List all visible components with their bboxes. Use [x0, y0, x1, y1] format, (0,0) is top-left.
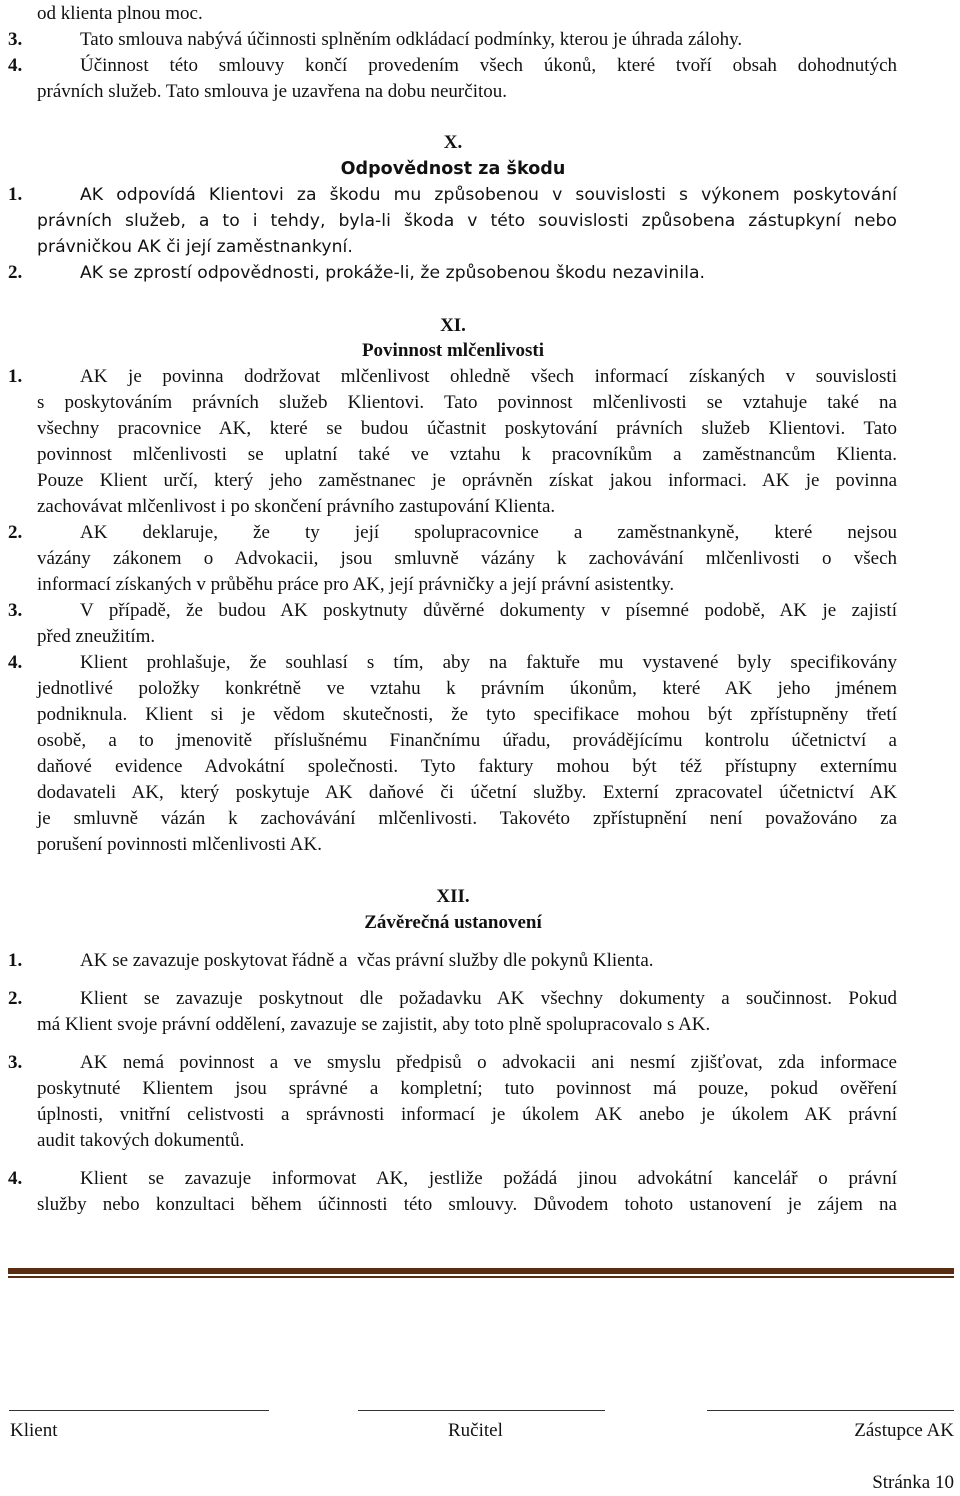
section-10-item-1-line: právničkou AK či její zaměstnankyní.	[37, 237, 353, 257]
section-11-item-1-line: zachovávat mlčenlivost i po skončení právního zastupování Klienta.	[37, 496, 556, 517]
page-number: Stránka 10	[872, 1472, 954, 1493]
section-11-item-1-line: všechny pracovnice AK, které se budou účastnit poskytování právních služeb Klientovi. Tato	[37, 418, 897, 439]
section-11-item-4-line: daňové evidence Advokátní společnosti. Tyto faktury mohou být též přístupny externímu	[37, 756, 897, 777]
signature-label-client: Klient	[10, 1420, 58, 1441]
section-11-item-4-line: dodavateli AK, který poskytuje AK daňové či účetní služby. Externí zpracovatel účetnictví AK	[37, 782, 897, 803]
section-11-item-3-number: 3.	[8, 600, 23, 621]
section-12-item-2-text: Klient se zavazuje poskytnout dle požadavku AK všechny dokumenty a součinnost. Pokud	[80, 988, 897, 1009]
section-11-item-2-line: informací získaných v průběhu práce pro AK, její právničky a její právní asistentky.	[37, 574, 675, 595]
section-11-item-2-text: AK deklaruje, že ty její spolupracovnice a zaměstnankyně, které nejsou	[80, 522, 897, 543]
section-11-item-1-line: Pouze Klient určí, který jeho zaměstnanec je oprávněn získat jakou informaci. AK je povinna	[37, 470, 897, 491]
section-11-item-4-line: je smluvně vázán k zachovávání mlčenlivosti. Takovéto zpřístupnění není považováno za	[37, 808, 897, 829]
intro-item-4-number: 4.	[8, 55, 23, 76]
section-12-item-4-line: služby nebo konzultaci během účinnosti této smlouvy. Důvodem tohoto ustanovení je zájem na	[37, 1194, 897, 1215]
section-11-number: XI.	[440, 315, 466, 336]
section-11-item-4-text: Klient prohlašuje, že souhlasí s tím, aby na faktuře mu vystavené byly specifikovány	[80, 652, 897, 673]
footer-divider	[8, 1268, 954, 1274]
section-12-item-3-line: poskytnuté Klientem jsou správné a kompletní; tuto povinnost má pouze, pokud ověření	[37, 1078, 897, 1099]
section-10-title: Odpovědnost za škodu	[340, 159, 566, 179]
section-11-item-1-line: s poskytováním právních služeb Klientovi. Tato povinnost mlčenlivosti se vztahuje také na	[37, 392, 897, 413]
section-11-item-1-line: povinnost mlčenlivosti se uplatní také ve vztahu k pracovníkům a zaměstnancům Klienta.	[37, 444, 897, 465]
section-11-item-4-line: podniknula. Klient si je vědom skutečnosti, že tyto specifikace mohou být zpřístupněny třetí	[37, 704, 897, 725]
section-11-title: Povinnost mlčenlivosti	[361, 340, 545, 361]
signature-line-client	[9, 1410, 269, 1411]
section-12-item-4-number: 4.	[8, 1168, 23, 1189]
signature-label-agent: Zástupce AK	[854, 1420, 954, 1441]
signature-line-guarantor	[358, 1410, 605, 1411]
section-11-item-2-number: 2.	[8, 522, 23, 543]
section-10-item-1-text: AK odpovídá Klientovi za škodu mu způsobenou v souvislosti s výkonem poskytování	[80, 185, 897, 205]
section-11-item-1-text: AK je povinna dodržovat mlčenlivost ohledně všech informací získaných v souvislosti	[80, 366, 897, 387]
section-11-item-1-number: 1.	[8, 366, 23, 387]
section-11-item-3-line: před zneužitím.	[37, 626, 156, 647]
intro-item-4-text: Účinnost této smlouvy končí provedením všech úkonů, které tvoří obsah dohodnutých	[80, 55, 897, 76]
section-12-item-1-number: 1.	[8, 950, 23, 971]
section-12-item-3-number: 3.	[8, 1052, 23, 1073]
section-10-item-1-line: právních služeb, a to i tehdy, byla-li škoda v této souvislosti způsobena zástupkyní nebo	[37, 211, 897, 231]
section-10-item-1-number: 1.	[8, 184, 23, 205]
section-11-item-4-line: osobě, a to jmenovitě příslušnému Finančnímu úřadu, provádějícímu kontrolu účetnictví a	[37, 730, 897, 751]
section-10-item-2-number: 2.	[8, 262, 23, 283]
intro-line: od klienta plnou moc.	[37, 3, 203, 24]
signature-line-agent	[707, 1410, 954, 1411]
section-12-item-3-line: úplnosti, vnitřní celistvosti a správnosti informací je úkolem AK anebo je úkolem AK právní	[37, 1104, 897, 1125]
section-11-item-3-text: V případě, že budou AK poskytnuty důvěrné dokumenty v písemné podobě, AK je zajistí	[80, 600, 897, 621]
section-12-item-4-text: Klient se zavazuje informovat AK, jestliže požádá jinou advokátní kancelář o právní	[80, 1168, 897, 1189]
section-11-item-4-number: 4.	[8, 652, 23, 673]
intro-item-3-number: 3.	[8, 29, 23, 50]
section-12-title: Závěrečná ustanovení	[364, 912, 542, 933]
section-10-item-2-text: AK se zprostí odpovědnosti, prokáže-li, že způsobenou škodu nezavinila.	[80, 263, 706, 283]
section-11-item-4-line: porušení povinnosti mlčenlivosti AK.	[37, 834, 322, 855]
section-12-number: XII.	[436, 886, 470, 907]
section-12-item-1-text: AK se zavazuje poskytovat řádně a včas právní služby dle pokynů Klienta.	[80, 950, 654, 971]
section-12-item-3-text: AK nemá povinnost a ve smyslu předpisů o advokacii ani nesmí zjišťovat, zda informace	[80, 1052, 897, 1073]
section-10-number: X.	[443, 132, 463, 153]
footer-divider-thin	[8, 1276, 954, 1278]
section-12-item-2-number: 2.	[8, 988, 23, 1009]
section-11-item-2-line: vázány zákonem o Advokacii, jsou smluvně vázány k zachovávání mlčenlivosti o všech	[37, 548, 897, 569]
signature-label-guarantor: Ručitel	[448, 1420, 503, 1441]
section-12-item-3-line: audit takových dokumentů.	[37, 1130, 245, 1151]
section-11-item-4-line: jednotlivé položky konkrétně ve vztahu k právním úkonům, které AK jeho jménem	[37, 678, 897, 699]
intro-item-3-text: Tato smlouva nabývá účinnosti splněním odkládací podmínky, kterou je úhrada zálohy.	[80, 29, 743, 50]
intro-item-4-line: právních služeb. Tato smlouva je uzavřena na dobu neurčitou.	[37, 81, 507, 102]
section-12-item-2-line: má Klient svoje právní oddělení, zavazuje se zajistit, aby toto plně spolupracovalo s AK.	[37, 1014, 711, 1035]
